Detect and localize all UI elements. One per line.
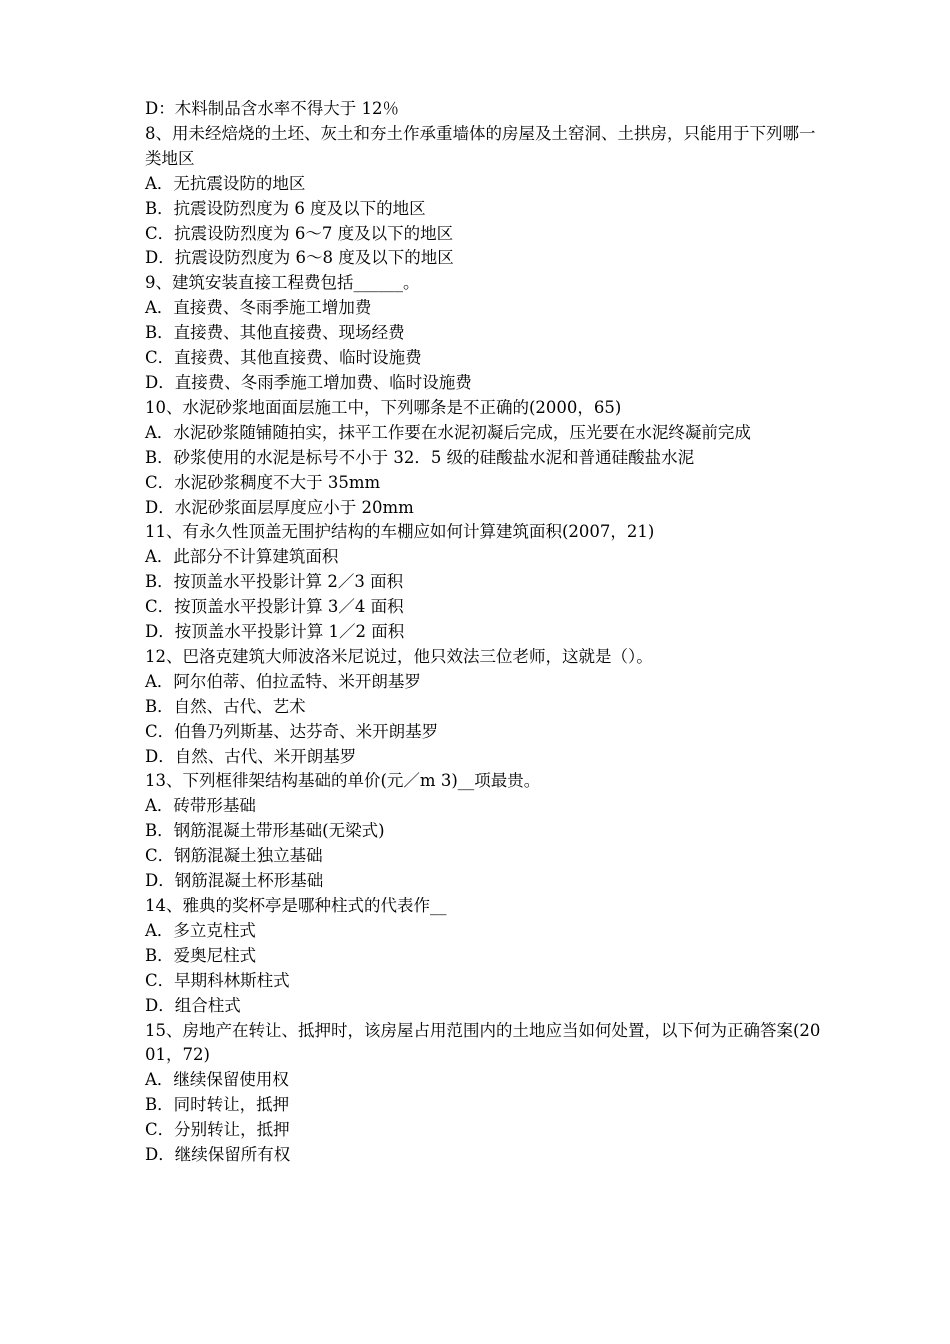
answer-option: D．继续保留所有权 [145, 1145, 291, 1165]
answer-option: C．直接费、其他直接费、临时设施费 [145, 348, 422, 368]
document-body [145, 97, 825, 1168]
answer-option: D．抗震设防烈度为 6～8 度及以下的地区 [145, 248, 454, 268]
answer-option: B．直接费、其他直接费、现场经费 [145, 323, 405, 343]
answer-option: C．分别转让，抵押 [145, 1120, 290, 1140]
answer-option: C．水泥砂浆稠度不大于 35mm [145, 472, 381, 492]
answer-option: D．按顶盖水平投影计算 1／2 面积 [145, 622, 405, 642]
answer-option: C．伯鲁乃列斯基、达芬奇、米开朗基罗 [145, 721, 439, 741]
question-stem: 12、巴洛克建筑大师波洛米尼说过，他只效法三位老师，这就是（）。 [145, 646, 653, 666]
answer-option: D．组合柱式 [145, 995, 241, 1015]
text-line: D：木料制品含水率不得大于 12％ [145, 99, 399, 118]
answer-option: D．自然、古代、米开朗基罗 [145, 746, 357, 766]
answer-option: C．早期科林斯柱式 [145, 970, 290, 990]
answer-option: C．按顶盖水平投影计算 3／4 面积 [145, 597, 404, 617]
answer-option: B．按顶盖水平投影计算 2／3 面积 [145, 572, 404, 592]
question-stem: 9、建筑安装直接工程费包括______。 [145, 273, 420, 293]
answer-option: A．阿尔伯蒂、伯拉孟特、米开朗基罗 [145, 671, 421, 691]
question-stem: 11、有永久性顶盖无围护结构的车棚应如何计算建筑面积(2007，21) [145, 522, 655, 542]
answer-option: A．水泥砂浆随铺随拍实，抹平工作要在水泥初凝后完成，压光要在水泥终凝前完成 [145, 422, 751, 442]
question-stem: 13、下列框徘架结构基础的单价(元／m 3)__项最贵。 [145, 771, 541, 791]
answer-option: A．多立克柱式 [145, 920, 256, 940]
answer-option: A．直接费、冬雨季施工增加费 [145, 298, 372, 318]
question-stem: 14、雅典的奖杯亭是哪种柱式的代表作__ [145, 896, 447, 915]
answer-option: C．抗震设防烈度为 6～7 度及以下的地区 [145, 223, 454, 243]
answer-option: B．同时转让，抵押 [145, 1095, 290, 1115]
question-stem: 10、水泥砂浆地面面层施工中，下列哪条是不正确的(2000，65) [145, 397, 622, 417]
answer-option: C．钢筋混凝土独立基础 [145, 846, 323, 866]
answer-option: A．继续保留使用权 [145, 1070, 289, 1090]
answer-option: B．砂浆使用的水泥是标号不小于 32．5 级的硅酸盐水泥和普通硅酸盐水泥 [145, 447, 695, 467]
answer-option: A．无抗震设防的地区 [145, 173, 306, 193]
answer-option: D．水泥砂浆面层厚度应小于 20mm [145, 497, 414, 517]
answer-option: A．此部分不计算建筑面积 [145, 547, 339, 567]
answer-option: D．钢筋混凝土杯形基础 [145, 871, 324, 891]
answer-option: B．爱奥尼柱式 [145, 945, 257, 965]
question-stem: 15、房地产在转让、抵押时，该房屋占用范围内的土地应当如何处置，以下何为正确答案(2001，72) [145, 1020, 821, 1065]
answer-option: A．砖带形基础 [145, 796, 256, 816]
answer-option: B．抗震设防烈度为 6 度及以下的地区 [145, 198, 426, 218]
answer-option: B．自然、古代、艺术 [145, 696, 306, 716]
answer-option: B．钢筋混凝土带形基础(无梁式) [145, 821, 385, 841]
answer-option: D．直接费、冬雨季施工增加费、临时设施费 [145, 372, 472, 392]
question-stem: 8、用未经焙烧的土坯、灰土和夯土作承重墙体的房屋及土窑洞、土拱房，只能用于下列哪一类地区 [145, 123, 816, 168]
